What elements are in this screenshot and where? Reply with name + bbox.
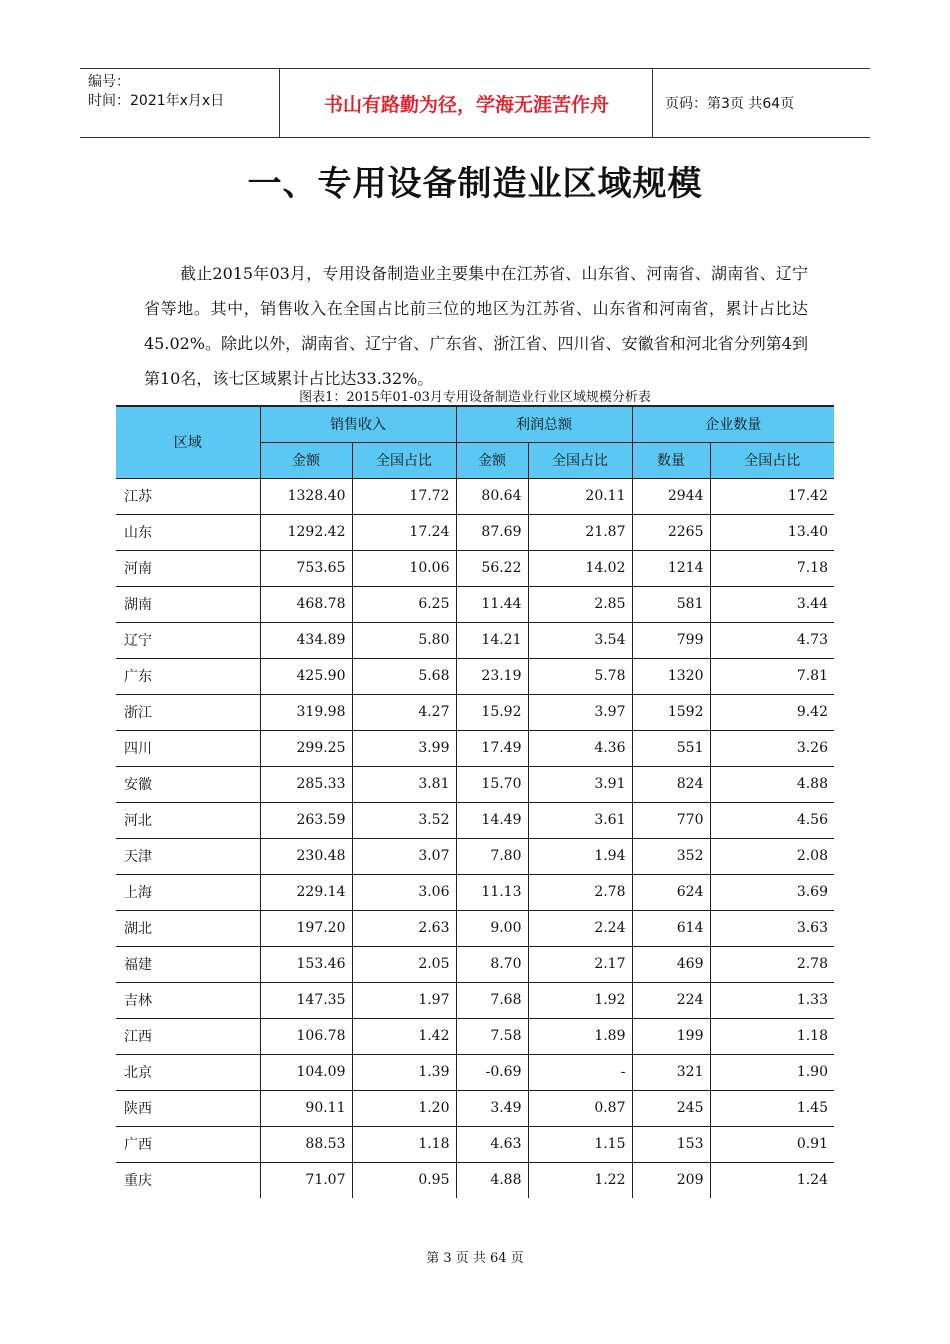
table-cell: 1.42 <box>352 1018 456 1054</box>
table-cell: 1.45 <box>710 1090 834 1126</box>
subheader-cell: 金额 <box>456 442 528 478</box>
table-cell: 3.44 <box>710 586 834 622</box>
table-cell: 147.35 <box>260 982 352 1018</box>
table-cell: 434.89 <box>260 622 352 658</box>
table-cell: 197.20 <box>260 910 352 946</box>
table-cell: 2.63 <box>352 910 456 946</box>
table-cell: 753.65 <box>260 550 352 586</box>
region-name-cell: 四川 <box>116 730 260 766</box>
subheader-cell: 全国占比 <box>710 442 834 478</box>
table-row <box>116 874 834 910</box>
region-name-cell: 辽宁 <box>116 622 260 658</box>
table-row <box>116 802 834 838</box>
table-row <box>116 1018 834 1054</box>
table-row <box>116 982 834 1018</box>
table-cell: 1.94 <box>528 838 632 874</box>
table-cell: 1.20 <box>352 1090 456 1126</box>
table-cell: 209 <box>632 1162 710 1198</box>
table-cell: 1.92 <box>528 982 632 1018</box>
table-cell: 3.54 <box>528 622 632 658</box>
table-cell: 614 <box>632 910 710 946</box>
table-cell: 3.91 <box>528 766 632 802</box>
table-cell: 106.78 <box>260 1018 352 1054</box>
page-header <box>80 68 870 138</box>
header-page-label: 页码：第3页 共64页 <box>665 96 795 112</box>
table-cell: 7.80 <box>456 838 528 874</box>
table-cell: 90.11 <box>260 1090 352 1126</box>
table-row <box>116 838 834 874</box>
table-cell: 824 <box>632 766 710 802</box>
table-cell: 468.78 <box>260 586 352 622</box>
table-cell: 3.26 <box>710 730 834 766</box>
table-cell: 4.27 <box>352 694 456 730</box>
table-row <box>116 730 834 766</box>
table-cell: 88.53 <box>260 1126 352 1162</box>
table-cell: 20.11 <box>528 478 632 514</box>
table-cell: 1.90 <box>710 1054 834 1090</box>
table-cell: 11.44 <box>456 586 528 622</box>
table-cell: 1.24 <box>710 1162 834 1198</box>
table-cell: 2.78 <box>710 946 834 982</box>
table-cell: 2.24 <box>528 910 632 946</box>
region-name-cell: 广东 <box>116 658 260 694</box>
table-cell: 3.49 <box>456 1090 528 1126</box>
table-cell: 1.89 <box>528 1018 632 1054</box>
table-cell: 2.78 <box>528 874 632 910</box>
table-cell: 2265 <box>632 514 710 550</box>
region-name-cell: 江西 <box>116 1018 260 1054</box>
table-body <box>116 478 834 1198</box>
table-row <box>116 1162 834 1198</box>
table-cell: 7.68 <box>456 982 528 1018</box>
table-cell: 1328.40 <box>260 478 352 514</box>
table-row <box>116 766 834 802</box>
table-row <box>116 622 834 658</box>
table-cell: 5.68 <box>352 658 456 694</box>
header-motto: 书山有路勤为径，学海无涯苦作舟 <box>281 69 653 137</box>
table-row <box>116 658 834 694</box>
region-column-header: 区域 <box>116 406 260 478</box>
region-name-cell: 湖北 <box>116 910 260 946</box>
table-cell: 9.42 <box>710 694 834 730</box>
table-row <box>116 694 834 730</box>
table-cell: 1.18 <box>352 1126 456 1162</box>
table-cell: 153.46 <box>260 946 352 982</box>
region-name-cell: 山东 <box>116 514 260 550</box>
table-cell: 624 <box>632 874 710 910</box>
region-scale-table <box>116 405 834 1198</box>
table-cell: 7.58 <box>456 1018 528 1054</box>
table-cell: 2.05 <box>352 946 456 982</box>
table-cell: 321 <box>632 1054 710 1090</box>
body-paragraph: 截止2015年03月，专用设备制造业主要集中在江苏省、山东省、河南省、湖南省、辽宁省等地。其中，销售收入在全国占比前三位的地区为江苏省、山东省和河南省，累计占比达45.02%。除此以外，湖南省、辽宁省、广东省、浙江省、四川省、安徽省和河北省分列第4到第10名，该七区域累计占比达33.32%。 <box>144 264 808 388</box>
region-name-cell: 河南 <box>116 550 260 586</box>
table-cell: 199 <box>632 1018 710 1054</box>
table-cell: 4.88 <box>710 766 834 802</box>
region-name-cell: 北京 <box>116 1054 260 1090</box>
region-name-cell: 湖南 <box>116 586 260 622</box>
table-cell: 299.25 <box>260 730 352 766</box>
table-cell: 7.18 <box>710 550 834 586</box>
table-cell: 14.02 <box>528 550 632 586</box>
table-cell: 14.49 <box>456 802 528 838</box>
table-cell: 224 <box>632 982 710 1018</box>
table-cell: 153 <box>632 1126 710 1162</box>
table-cell: 1.15 <box>528 1126 632 1162</box>
header-meta <box>80 69 280 137</box>
table-row <box>116 514 834 550</box>
table-cell: 263.59 <box>260 802 352 838</box>
table-cell: 4.63 <box>456 1126 528 1162</box>
sales-group-header: 销售收入 <box>260 406 456 442</box>
table-cell: 10.06 <box>352 550 456 586</box>
table-cell: 1.33 <box>710 982 834 1018</box>
table-cell: 17.72 <box>352 478 456 514</box>
region-name-cell: 河北 <box>116 802 260 838</box>
region-name-cell: 陕西 <box>116 1090 260 1126</box>
region-name-cell: 江苏 <box>116 478 260 514</box>
region-name-cell: 浙江 <box>116 694 260 730</box>
table-cell: 104.09 <box>260 1054 352 1090</box>
table-cell: 11.13 <box>456 874 528 910</box>
table-cell: 6.25 <box>352 586 456 622</box>
table-cell: 15.70 <box>456 766 528 802</box>
table-cell: 4.73 <box>710 622 834 658</box>
table-cell: 14.21 <box>456 622 528 658</box>
table-cell: 17.24 <box>352 514 456 550</box>
table-caption: 图表1：2015年01-03月专用设备制造业行业区域规模分析表 <box>299 390 651 405</box>
table-header-row <box>116 406 834 442</box>
table-cell: 3.69 <box>710 874 834 910</box>
table-cell: 2944 <box>632 478 710 514</box>
table-cell: 3.63 <box>710 910 834 946</box>
table-cell: 3.52 <box>352 802 456 838</box>
table-cell: 2.08 <box>710 838 834 874</box>
table-cell: 770 <box>632 802 710 838</box>
table-cell: 17.42 <box>710 478 834 514</box>
region-name-cell: 安徽 <box>116 766 260 802</box>
document-date-label: 时间：2021年x月x日 <box>88 93 225 109</box>
table-cell: 21.87 <box>528 514 632 550</box>
table-cell: 2.17 <box>528 946 632 982</box>
table-cell: 4.88 <box>456 1162 528 1198</box>
table-cell: 551 <box>632 730 710 766</box>
table-cell: 285.33 <box>260 766 352 802</box>
table-cell: 0.87 <box>528 1090 632 1126</box>
document-number-label: 编号： <box>88 74 130 90</box>
table-cell: 0.91 <box>710 1126 834 1162</box>
table-cell: 799 <box>632 622 710 658</box>
table-cell: 3.61 <box>528 802 632 838</box>
table-row <box>116 550 834 586</box>
subheader-cell: 金额 <box>260 442 352 478</box>
table-cell: 245 <box>632 1090 710 1126</box>
region-name-cell: 福建 <box>116 946 260 982</box>
table-cell: 56.22 <box>456 550 528 586</box>
table-cell: 1.22 <box>528 1162 632 1198</box>
table-cell: 3.99 <box>352 730 456 766</box>
table-cell: 7.81 <box>710 658 834 694</box>
table-row <box>116 1054 834 1090</box>
subheader-cell: 全国占比 <box>528 442 632 478</box>
table-cell: - <box>528 1054 632 1090</box>
table-cell: 1.39 <box>352 1054 456 1090</box>
table-cell: 425.90 <box>260 658 352 694</box>
table-cell: 3.97 <box>528 694 632 730</box>
table-cell: 9.00 <box>456 910 528 946</box>
table-cell: 80.64 <box>456 478 528 514</box>
subheader-cell: 数量 <box>632 442 710 478</box>
table-cell: 469 <box>632 946 710 982</box>
table-cell: 581 <box>632 586 710 622</box>
section-title: 一、专用设备制造业区域规模 <box>247 164 703 204</box>
table-cell: 1214 <box>632 550 710 586</box>
table-cell: 4.56 <box>710 802 834 838</box>
table-cell: 5.80 <box>352 622 456 658</box>
table-cell: 8.70 <box>456 946 528 982</box>
table-cell: 3.06 <box>352 874 456 910</box>
table-cell: -0.69 <box>456 1054 528 1090</box>
region-name-cell: 广西 <box>116 1126 260 1162</box>
table-cell: 1592 <box>632 694 710 730</box>
table-row <box>116 910 834 946</box>
subheader-cell: 全国占比 <box>352 442 456 478</box>
region-name-cell: 吉林 <box>116 982 260 1018</box>
table-row <box>116 946 834 982</box>
table-cell: 3.07 <box>352 838 456 874</box>
table-row <box>116 1126 834 1162</box>
table-cell: 229.14 <box>260 874 352 910</box>
table-cell: 71.07 <box>260 1162 352 1198</box>
table-cell: 17.49 <box>456 730 528 766</box>
region-name-cell: 上海 <box>116 874 260 910</box>
table-cell: 1292.42 <box>260 514 352 550</box>
table-cell: 5.78 <box>528 658 632 694</box>
enterprise-group-header: 企业数量 <box>632 406 834 442</box>
table-cell: 319.98 <box>260 694 352 730</box>
table-cell: 352 <box>632 838 710 874</box>
table-cell: 1.97 <box>352 982 456 1018</box>
table-row <box>116 1090 834 1126</box>
table-cell: 2.85 <box>528 586 632 622</box>
profit-group-header: 利润总额 <box>456 406 632 442</box>
table-row <box>116 586 834 622</box>
region-name-cell: 重庆 <box>116 1162 260 1198</box>
table-cell: 23.19 <box>456 658 528 694</box>
page-footer: 第 3 页 共 64 页 <box>426 1251 524 1266</box>
table-cell: 1320 <box>632 658 710 694</box>
table-cell: 15.92 <box>456 694 528 730</box>
table-cell: 4.36 <box>528 730 632 766</box>
table-cell: 0.95 <box>352 1162 456 1198</box>
region-name-cell: 天津 <box>116 838 260 874</box>
table-cell: 230.48 <box>260 838 352 874</box>
table-cell: 87.69 <box>456 514 528 550</box>
table-cell: 3.81 <box>352 766 456 802</box>
table-cell: 13.40 <box>710 514 834 550</box>
table-cell: 1.18 <box>710 1018 834 1054</box>
table-row <box>116 478 834 514</box>
